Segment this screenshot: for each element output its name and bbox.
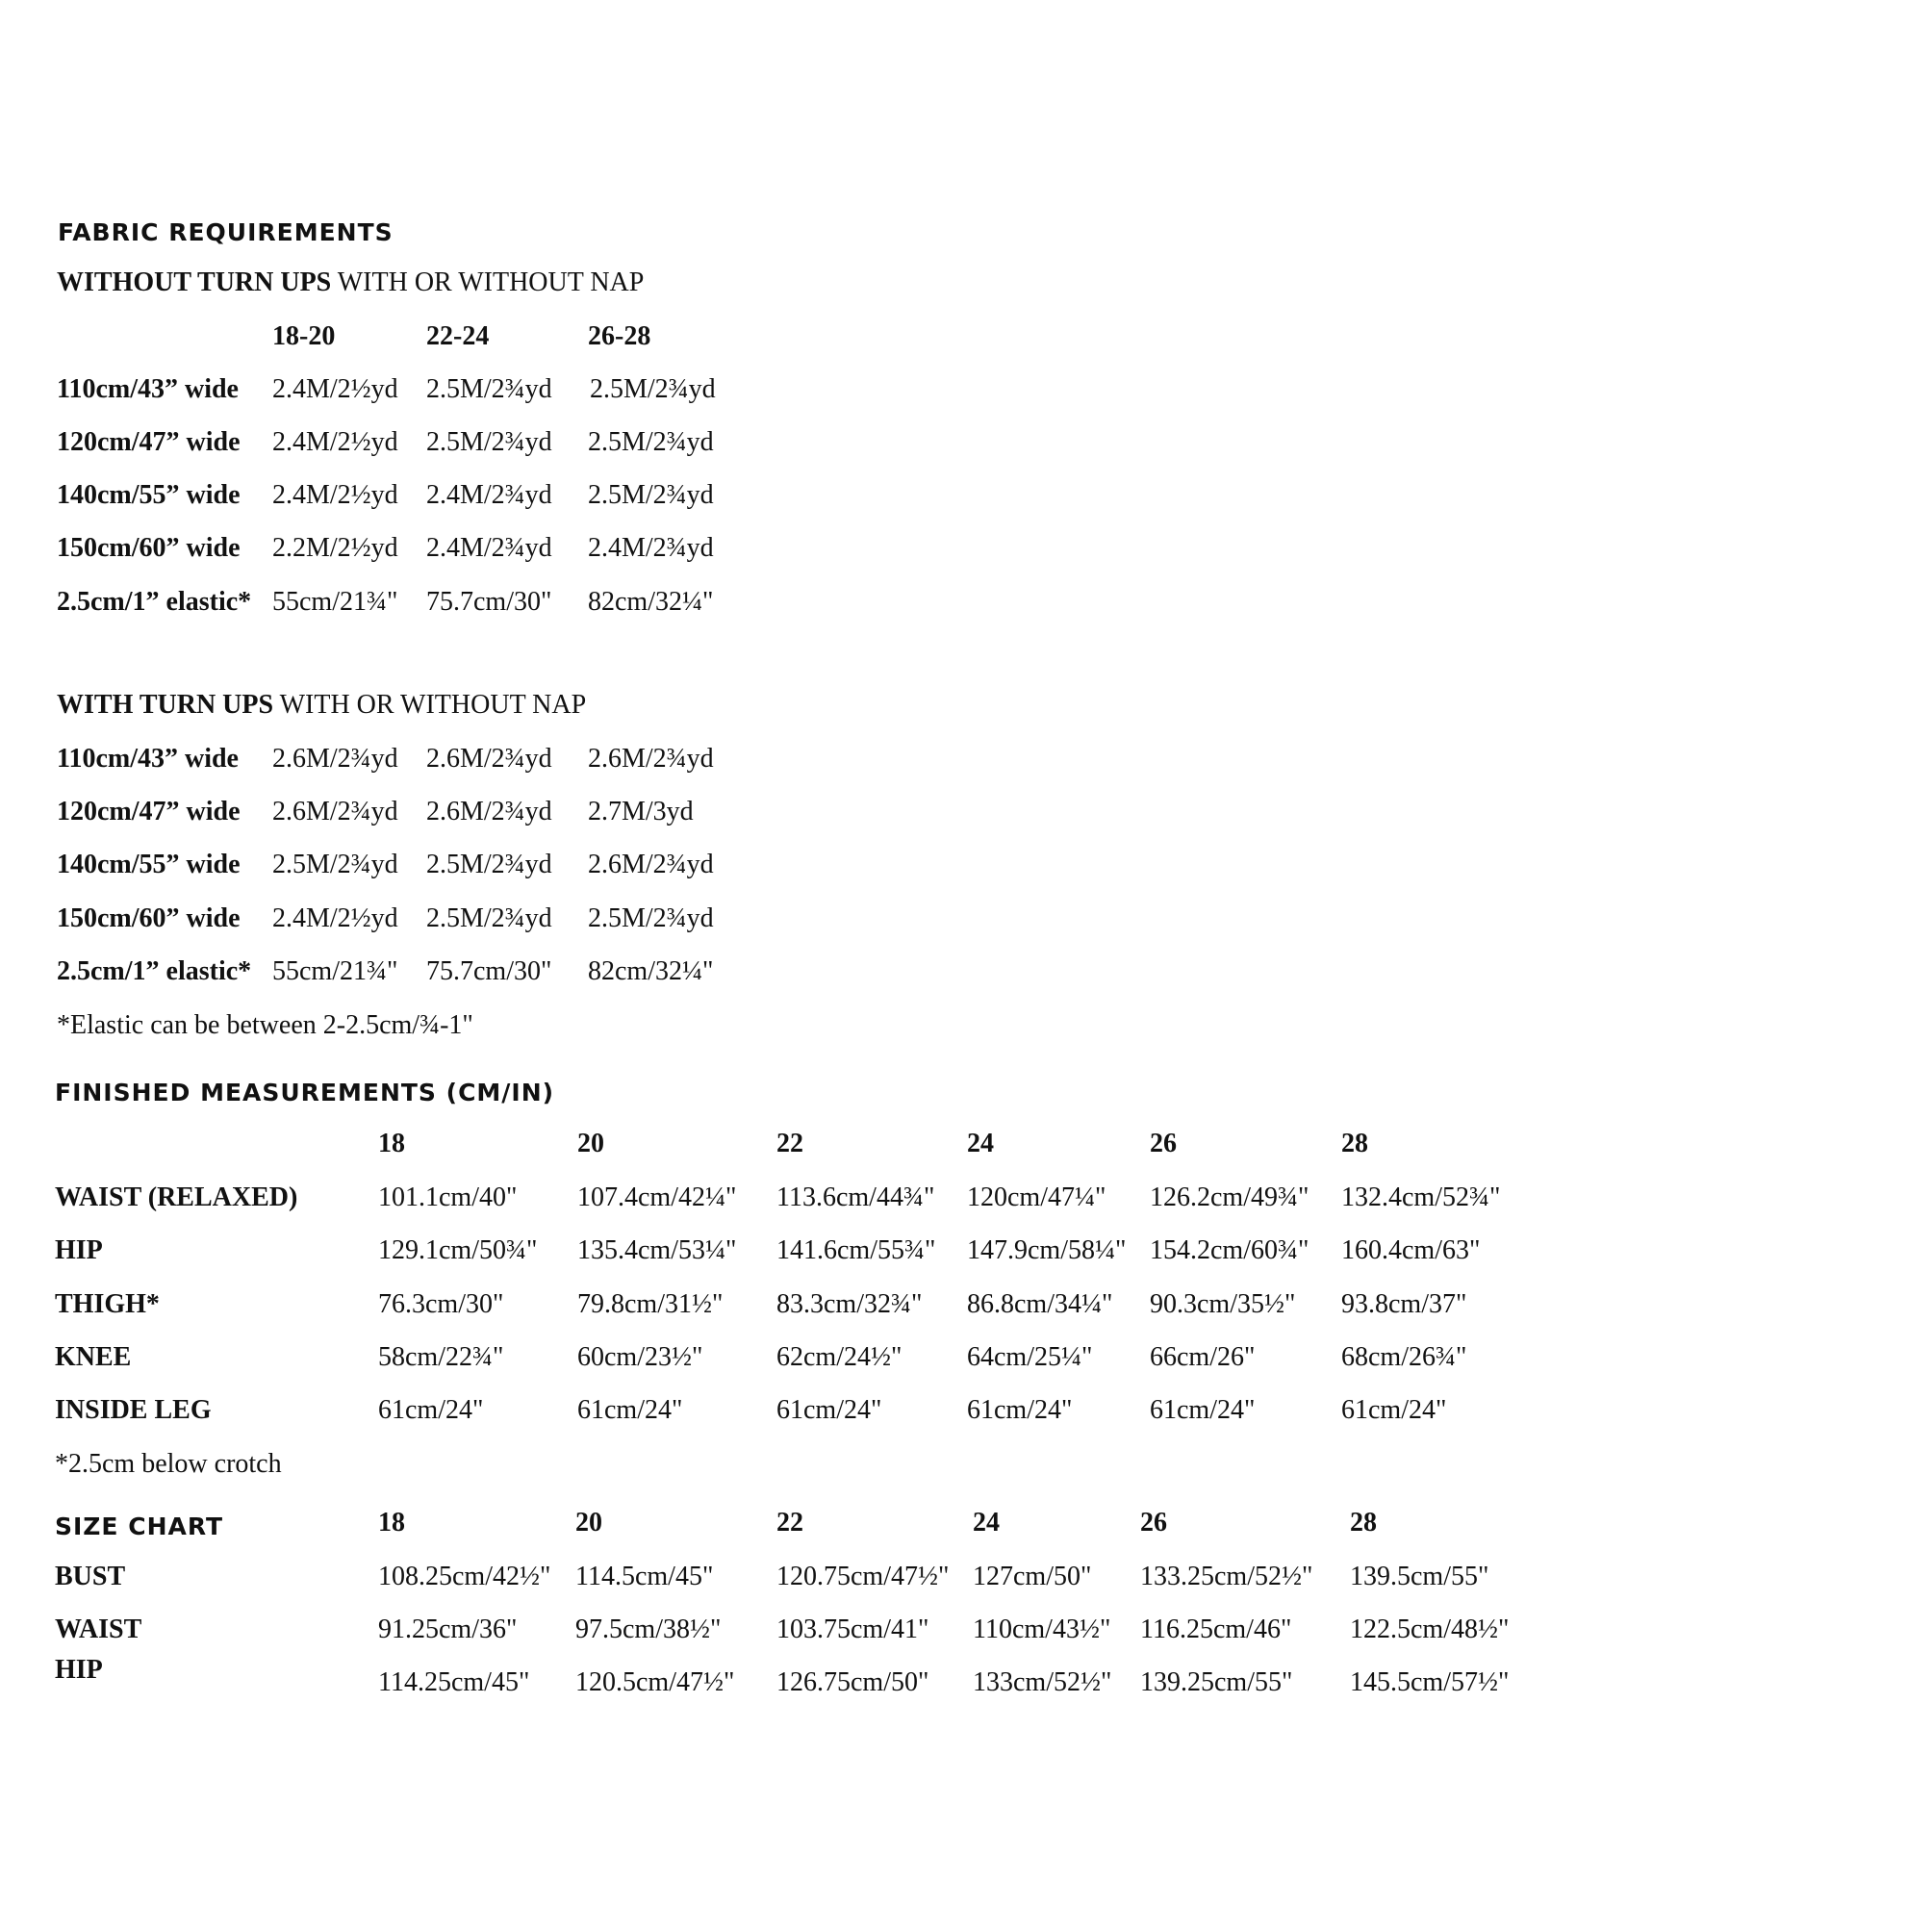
fabric-width-label: 2.5cm/1” elastic* <box>57 956 252 986</box>
fabric-value: 2.4M/2¾yd <box>426 480 552 510</box>
fabric-width-label: 2.5cm/1” elastic* <box>57 587 252 617</box>
fabric-value: 2.5M/2¾yd <box>426 374 552 404</box>
finished-size-header-row <box>0 1129 1932 1167</box>
measurement-value: 126.2cm/49¾" <box>1150 1182 1309 1212</box>
size-chart-value: 145.5cm/57½" <box>1350 1667 1510 1697</box>
measurement-value: 113.6cm/44¾" <box>776 1182 935 1212</box>
measurement-value: 66cm/26" <box>1150 1342 1256 1372</box>
size-header: 28 <box>1341 1129 1368 1158</box>
size-chart-row <box>0 1655 1932 1706</box>
size-chart-value: 97.5cm/38½" <box>575 1614 722 1644</box>
fabric-row <box>0 850 1932 888</box>
measurement-value: 61cm/24" <box>776 1395 882 1425</box>
fabric-value: 2.4M/2½yd <box>272 903 398 933</box>
measurement-value: 135.4cm/53¼" <box>577 1235 737 1265</box>
size-range-header: 22-24 <box>426 321 490 351</box>
measurement-row <box>0 1342 1932 1381</box>
size-chart-value: 139.5cm/55" <box>1350 1562 1489 1591</box>
fabric-value: 75.7cm/30" <box>426 587 552 617</box>
fabric-row <box>0 744 1932 782</box>
without-turn-ups-heading <box>57 267 644 298</box>
measurement-value: 61cm/24" <box>1341 1395 1447 1425</box>
size-chart-value: 110cm/43½" <box>973 1614 1111 1644</box>
measurement-value: 86.8cm/34¼" <box>967 1289 1113 1319</box>
measurement-value: 90.3cm/35½" <box>1150 1289 1296 1319</box>
size-header: 20 <box>575 1508 602 1538</box>
fabric-value: 2.6M/2¾yd <box>426 744 552 774</box>
size-chart-value: 127cm/50" <box>973 1562 1092 1591</box>
measurement-value: 107.4cm/42¼" <box>577 1182 737 1212</box>
measurement-value: 76.3cm/30" <box>378 1289 504 1319</box>
size-header: 18 <box>378 1129 405 1158</box>
size-chart-value: 114.5cm/45" <box>575 1562 714 1591</box>
size-chart-value: 133cm/52½" <box>973 1667 1112 1697</box>
fabric-width-label: 150cm/60” wide <box>57 533 241 563</box>
measurement-value: 64cm/25¼" <box>967 1342 1093 1372</box>
size-header: 22 <box>776 1129 803 1158</box>
measurement-label: KNEE <box>55 1342 132 1372</box>
fabric-value: 2.5M/2¾yd <box>588 480 714 510</box>
size-chart-label: HIP <box>55 1655 103 1685</box>
with-turn-ups-nap-label: WITH OR WITHOUT NAP <box>273 690 587 720</box>
fabric-value: 2.6M/2¾yd <box>426 797 552 826</box>
size-chart-value: 122.5cm/48½" <box>1350 1614 1510 1644</box>
size-header: 20 <box>577 1129 604 1158</box>
finished-measurements-heading: FINISHED MEASUREMENTS (CM/IN) <box>55 1079 555 1106</box>
without-size-header-row <box>0 321 1932 360</box>
size-header: 24 <box>973 1508 1000 1538</box>
size-header: 18 <box>378 1508 405 1538</box>
size-range-header: 18-20 <box>272 321 336 351</box>
fabric-row <box>0 533 1932 572</box>
measurement-label: INSIDE LEG <box>55 1395 212 1425</box>
without-turn-ups-label: WITHOUT TURN UPS <box>57 267 332 297</box>
fabric-value: 55cm/21¾" <box>272 956 398 986</box>
measurement-value: 68cm/26¾" <box>1341 1342 1467 1372</box>
measurement-value: 61cm/24" <box>378 1395 484 1425</box>
thigh-footnote: *2.5cm below crotch <box>55 1449 282 1479</box>
size-chart-value: 139.25cm/55" <box>1140 1667 1293 1697</box>
measurement-value: 79.8cm/31½" <box>577 1289 724 1319</box>
size-range-header: 26-28 <box>588 321 651 351</box>
fabric-value: 2.5M/2¾yd <box>272 850 398 879</box>
fabric-value: 75.7cm/30" <box>426 956 552 986</box>
measurement-value: 83.3cm/32¾" <box>776 1289 923 1319</box>
with-turn-ups-label: WITH TURN UPS <box>57 690 274 720</box>
fabric-value: 2.4M/2¾yd <box>426 533 552 563</box>
fabric-value: 2.4M/2½yd <box>272 480 398 510</box>
fabric-value: 2.2M/2½yd <box>272 533 398 563</box>
measurement-row <box>0 1289 1932 1328</box>
size-chart-value: 108.25cm/42½" <box>378 1562 551 1591</box>
fabric-width-label: 110cm/43” wide <box>57 374 239 404</box>
fabric-value: 2.5M/2¾yd <box>426 903 552 933</box>
measurement-value: 61cm/24" <box>1150 1395 1256 1425</box>
fabric-value: 82cm/32¼" <box>588 587 714 617</box>
measurement-label: WAIST (RELAXED) <box>55 1182 298 1212</box>
measurement-value: 129.1cm/50¾" <box>378 1235 538 1265</box>
fabric-row <box>0 374 1932 413</box>
size-chart-header-row <box>0 1508 1932 1546</box>
size-chart-label: WAIST <box>55 1614 142 1644</box>
measurement-value: 60cm/23½" <box>577 1342 703 1372</box>
size-header: 22 <box>776 1508 803 1538</box>
size-chart-value: 120.5cm/47½" <box>575 1667 735 1697</box>
fabric-row <box>0 956 1932 995</box>
size-header: 28 <box>1350 1508 1377 1538</box>
size-header: 26 <box>1140 1508 1167 1538</box>
fabric-value: 2.5M/2¾yd <box>588 427 714 457</box>
measurement-label: THIGH* <box>55 1289 160 1319</box>
fabric-row <box>0 587 1932 625</box>
size-header: 26 <box>1150 1129 1177 1158</box>
fabric-width-label: 120cm/47” wide <box>57 427 241 457</box>
size-chart-value: 116.25cm/46" <box>1140 1614 1292 1644</box>
fabric-width-label: 110cm/43” wide <box>57 744 239 774</box>
fabric-value: 2.7M/3yd <box>588 797 694 826</box>
fabric-value: 2.5M/2¾yd <box>426 427 552 457</box>
fabric-value: 2.5M/2¾yd <box>426 850 552 879</box>
size-header: 24 <box>967 1129 994 1158</box>
size-chart-label: BUST <box>55 1562 126 1591</box>
measurement-label: HIP <box>55 1235 103 1265</box>
size-chart-heading: SIZE CHART <box>55 1513 224 1540</box>
measurement-value: 132.4cm/52¾" <box>1341 1182 1501 1212</box>
measurement-value: 147.9cm/58¼" <box>967 1235 1127 1265</box>
fabric-row <box>0 797 1932 835</box>
fabric-row <box>0 903 1932 942</box>
fabric-value: 2.6M/2¾yd <box>588 744 714 774</box>
elastic-footnote: *Elastic can be between 2-2.5cm/¾-1" <box>57 1010 473 1040</box>
measurement-value: 154.2cm/60¾" <box>1150 1235 1309 1265</box>
fabric-width-label: 140cm/55” wide <box>57 850 241 879</box>
fabric-row <box>0 427 1932 466</box>
measurement-value: 62cm/24½" <box>776 1342 902 1372</box>
measurement-value: 61cm/24" <box>967 1395 1073 1425</box>
measurement-value: 101.1cm/40" <box>378 1182 518 1212</box>
without-turn-ups-nap-label: WITH OR WITHOUT NAP <box>331 267 645 297</box>
measurement-row <box>0 1182 1932 1221</box>
measurement-row <box>0 1395 1932 1434</box>
measurement-value: 61cm/24" <box>577 1395 683 1425</box>
measurement-value: 160.4cm/63" <box>1341 1235 1481 1265</box>
size-chart-value: 120.75cm/47½" <box>776 1562 950 1591</box>
size-chart-row <box>0 1614 1932 1653</box>
fabric-row <box>0 480 1932 519</box>
fabric-value: 2.4M/2½yd <box>272 374 398 404</box>
fabric-width-label: 140cm/55” wide <box>57 480 241 510</box>
fabric-value: 2.4M/2¾yd <box>588 533 714 563</box>
measurement-value: 120cm/47¼" <box>967 1182 1106 1212</box>
fabric-value: 2.6M/2¾yd <box>272 744 398 774</box>
size-chart-value: 133.25cm/52½" <box>1140 1562 1313 1591</box>
fabric-value: 2.5M/2¾yd <box>590 374 716 404</box>
measurement-value: 141.6cm/55¾" <box>776 1235 936 1265</box>
size-chart-value: 126.75cm/50" <box>776 1667 929 1697</box>
with-turn-ups-heading <box>57 690 586 721</box>
fabric-value: 2.6M/2¾yd <box>272 797 398 826</box>
size-chart-row <box>0 1562 1932 1600</box>
fabric-requirements-heading: FABRIC REQUIREMENTS <box>58 218 394 246</box>
fabric-value: 2.5M/2¾yd <box>588 903 714 933</box>
fabric-width-label: 120cm/47” wide <box>57 797 241 826</box>
measurement-row <box>0 1235 1932 1274</box>
measurement-value: 58cm/22¾" <box>378 1342 504 1372</box>
fabric-value: 55cm/21¾" <box>272 587 398 617</box>
fabric-value: 82cm/32¼" <box>588 956 714 986</box>
fabric-value: 2.6M/2¾yd <box>588 850 714 879</box>
fabric-width-label: 150cm/60” wide <box>57 903 241 933</box>
fabric-value: 2.4M/2½yd <box>272 427 398 457</box>
measurement-value: 93.8cm/37" <box>1341 1289 1467 1319</box>
size-chart-value: 114.25cm/45" <box>378 1667 530 1697</box>
size-chart-value: 91.25cm/36" <box>378 1614 518 1644</box>
size-chart-value: 103.75cm/41" <box>776 1614 929 1644</box>
